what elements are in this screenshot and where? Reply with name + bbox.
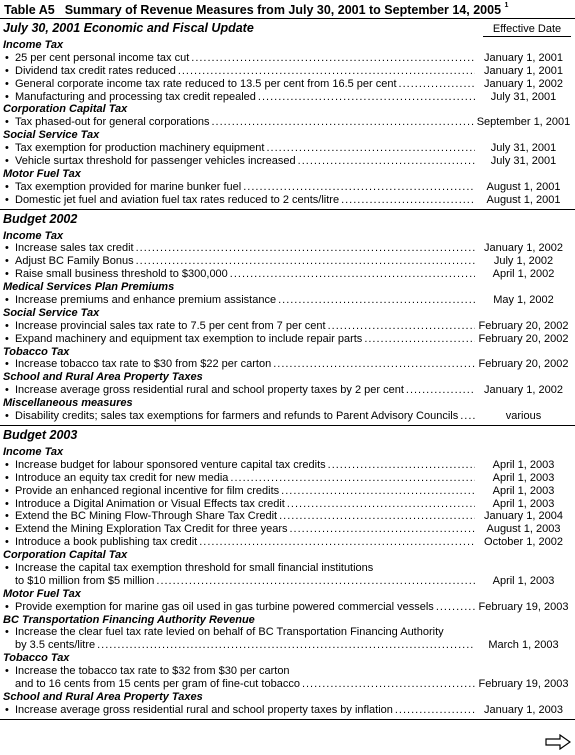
section — [0, 426, 575, 720]
measure-row — [0, 181, 575, 194]
dot-leader — [134, 242, 475, 255]
effective-date: January 1, 2001 — [484, 51, 563, 64]
dot-leader — [154, 575, 475, 588]
measure-row — [0, 410, 575, 423]
effective-date-column-header: Effective Date — [483, 23, 571, 37]
measure-text: Extend the BC Mining Flow-Through Share Tax Credit — [15, 510, 278, 523]
bullet: • — [5, 155, 9, 168]
effective-date: July 1, 2002 — [493, 255, 554, 268]
measure-row — [0, 116, 575, 129]
bullet: • — [5, 703, 9, 716]
measure-row — [0, 510, 575, 523]
effective-date: August 1, 2003 — [486, 523, 561, 536]
effective-date: February 20, 2002 — [478, 319, 569, 332]
effective-date: March 1, 2003 — [488, 639, 559, 652]
bullet: • — [5, 358, 9, 371]
bullet: • — [5, 116, 9, 129]
measure-row — [0, 384, 575, 397]
measure-text: to $10 million from $5 million — [15, 574, 155, 587]
bullet: • — [5, 484, 9, 497]
bullet: • — [5, 180, 9, 193]
dot-leader — [176, 65, 475, 78]
measure-text: Adjust BC Family Bonus — [15, 255, 134, 268]
measure-row — [0, 536, 575, 549]
measure-row — [0, 78, 575, 91]
revenue-measures-table — [0, 19, 575, 720]
section-title: Budget 2003 — [3, 427, 78, 442]
measure-text: by 3.5 cents/litre — [15, 639, 96, 652]
measure-text: Increase sales tax credit — [15, 242, 134, 255]
dot-leader — [397, 78, 475, 91]
bullet: • — [5, 497, 9, 510]
dot-leader — [95, 639, 475, 652]
section-header — [0, 426, 575, 446]
effective-date: January 1, 2002 — [484, 77, 563, 90]
dot-leader — [285, 498, 475, 511]
measure-text: Increase the tobacco tax rate to $32 from $30 per carton — [15, 665, 290, 678]
measure-text: Vehicle surtax threshold for passenger vehicles increased — [15, 155, 296, 168]
bullet: • — [5, 255, 9, 268]
category-heading: Medical Services Plan Premiums — [3, 281, 175, 294]
measure-text: 25 per cent personal income tax cut — [15, 51, 190, 64]
measure-text: Increase average gross residential rural and school property taxes by inflation — [15, 703, 393, 716]
bullet: • — [5, 51, 9, 64]
measure-text: Increase provincial sales tax rate to 7.5 per cent from 7 per cent — [15, 319, 326, 332]
measure-row — [0, 562, 575, 588]
measure-row — [0, 704, 575, 717]
effective-date: February 19, 2003 — [478, 677, 569, 690]
effective-date: May 1, 2002 — [493, 294, 554, 307]
measure-text: Expand machinery and equipment tax exemption to include repair parts — [15, 332, 363, 345]
measure-row — [0, 523, 575, 536]
measure-text: Dividend tax credit rates reduced — [15, 64, 176, 77]
measure-text: Disability credits; sales tax exemptions for farmers and refunds to Parent Advisory Councils — [15, 410, 459, 423]
dot-leader — [277, 510, 475, 523]
effective-date: February 20, 2002 — [478, 332, 569, 345]
measure-text: Introduce a book publishing tax credit — [15, 536, 198, 549]
dot-leader — [458, 410, 475, 423]
dot-leader — [134, 255, 475, 268]
effective-date: July 31, 2001 — [490, 142, 557, 155]
category-heading: Corporation Capital Tax — [3, 103, 128, 116]
bullet: • — [5, 410, 9, 423]
bullet: • — [5, 332, 9, 345]
dot-leader — [339, 194, 475, 207]
measure-text: Tax exemption provided for marine bunker fuel — [15, 180, 242, 193]
bullet: • — [5, 384, 9, 397]
measure-text: Increase average gross residential rural and school property taxes by 2 per cent — [15, 384, 404, 397]
effective-date: September 1, 2001 — [476, 116, 571, 129]
measure-row — [0, 665, 575, 691]
measure-text: and to 16 cents from 15 cents per gram of fine-cut tobacco — [15, 677, 300, 690]
section — [0, 210, 575, 426]
dot-leader — [276, 294, 475, 307]
category-heading: Social Service Tax — [3, 129, 100, 142]
effective-date: January 1, 2004 — [484, 510, 563, 523]
effective-date: various — [505, 410, 542, 423]
section — [0, 19, 575, 210]
dot-leader — [241, 181, 475, 194]
dot-leader — [279, 485, 475, 498]
bullet: • — [5, 242, 9, 255]
effective-date: April 1, 2003 — [492, 471, 555, 484]
measure-text: Increase the capital tax exemption threshold for small financial institutions — [15, 561, 374, 574]
effective-date: February 19, 2003 — [478, 600, 569, 613]
category-heading: Income Tax — [3, 445, 64, 458]
measure-text: Introduce a Digital Animation or Visual Effects tax credit — [15, 497, 285, 510]
dot-leader — [288, 523, 476, 536]
bullet: • — [5, 523, 9, 536]
bullet: • — [5, 294, 9, 307]
effective-date: July 31, 2001 — [490, 90, 557, 103]
category-heading: Social Service Tax — [3, 306, 100, 319]
bullet: • — [5, 471, 9, 484]
measure-text: Tax phased-out for general corporations — [15, 116, 210, 129]
dot-leader — [209, 116, 475, 129]
dot-leader — [228, 472, 475, 485]
effective-date: January 1, 2002 — [484, 384, 563, 397]
measure-row — [0, 155, 575, 168]
measure-text: Increase the clear fuel tax rate levied on behalf of BC Transportation Financing Authority — [15, 626, 444, 639]
category-heading: Motor Fuel Tax — [3, 587, 81, 600]
effective-date: January 1, 2002 — [484, 242, 563, 255]
table-title — [4, 3, 508, 17]
dot-leader — [434, 601, 475, 614]
right-arrow-icon[interactable] — [545, 734, 571, 750]
measure-row — [0, 333, 575, 346]
effective-date: April 1, 2002 — [492, 268, 555, 281]
category-heading: Tobacco Tax — [3, 345, 70, 358]
section-header — [0, 19, 575, 39]
measure-row — [0, 91, 575, 104]
measure-text: Introduce an equity tax credit for new media — [15, 471, 229, 484]
measure-row — [0, 601, 575, 614]
measure-text: Raise small business threshold to $300,000 — [15, 268, 228, 281]
measure-row — [0, 52, 575, 65]
effective-date: August 1, 2001 — [486, 193, 561, 206]
measure-row — [0, 320, 575, 333]
table-title-text: Summary of Revenue Measures from July 30, 2001 to September 14, 2005 — [64, 3, 502, 17]
bullet: • — [5, 193, 9, 206]
dot-leader — [393, 704, 475, 717]
effective-date: January 1, 2001 — [484, 64, 563, 77]
measure-row — [0, 65, 575, 78]
dot-leader — [404, 384, 475, 397]
effective-date: October 1, 2002 — [484, 536, 563, 549]
bullet: • — [5, 600, 9, 613]
measure-text: Tax exemption for production machinery equipment — [15, 142, 265, 155]
dot-leader — [256, 91, 475, 104]
measure-text: Increase tobacco tax rate to $30 from $22 per carton — [15, 358, 272, 371]
effective-date: August 1, 2001 — [486, 180, 561, 193]
dot-leader — [326, 459, 475, 472]
bullet: • — [5, 142, 9, 155]
bullet: • — [5, 536, 9, 549]
category-heading: Motor Fuel Tax — [3, 167, 81, 180]
section-header — [0, 210, 575, 230]
measure-row — [0, 358, 575, 371]
category-heading: Income Tax — [3, 39, 64, 51]
measure-text: Manufacturing and processing tax credit repealed — [15, 90, 256, 103]
dot-leader — [326, 320, 475, 333]
table-number: Table A5 — [4, 3, 55, 17]
bullet: • — [5, 77, 9, 90]
measure-row — [0, 255, 575, 268]
measure-row — [0, 294, 575, 307]
effective-date: April 1, 2003 — [492, 497, 555, 510]
effective-date: July 31, 2001 — [490, 155, 557, 168]
effective-date: January 1, 2003 — [484, 703, 563, 716]
category-heading: Income Tax — [3, 229, 64, 242]
effective-date: April 1, 2003 — [492, 574, 555, 587]
category-heading: BC Transportation Financing Authority Revenue — [3, 613, 255, 626]
dot-leader — [296, 155, 475, 168]
category-heading: School and Rural Area Property Taxes — [3, 690, 203, 703]
bullet: • — [5, 626, 9, 639]
effective-date: February 20, 2002 — [478, 358, 569, 371]
measure-text: Increase budget for labour sponsored venture capital tax credits — [15, 458, 326, 471]
measure-text: Domestic jet fuel and aviation fuel tax rates reduced to 2 cents/litre — [15, 193, 340, 206]
bullet: • — [5, 64, 9, 77]
dot-leader — [271, 358, 475, 371]
footnote-marker: 1 — [504, 2, 509, 9]
measure-text: Provide exemption for marine gas oil used in gas turbine powered commercial vessels — [15, 600, 434, 613]
measure-row — [0, 626, 575, 652]
measure-row — [0, 242, 575, 255]
measure-row — [0, 268, 575, 281]
bullet: • — [5, 510, 9, 523]
dot-leader — [264, 142, 475, 155]
dot-leader — [197, 536, 475, 549]
effective-date: April 1, 2003 — [492, 484, 555, 497]
dot-leader — [362, 333, 475, 346]
bullet: • — [5, 268, 9, 281]
bullet: • — [5, 90, 9, 103]
bullet: • — [5, 665, 9, 678]
dot-leader — [189, 52, 475, 65]
category-heading: School and Rural Area Property Taxes — [3, 371, 203, 384]
measure-text: General corporate income tax rate reduced to 13.5 per cent from 16.5 per cent — [15, 77, 397, 90]
section-title: Budget 2002 — [3, 211, 78, 226]
bullet: • — [5, 458, 9, 471]
bullet: • — [5, 319, 9, 332]
measure-row — [0, 194, 575, 207]
section-title: July 30, 2001 Economic and Fiscal Update — [3, 21, 254, 35]
category-heading: Corporation Capital Tax — [3, 549, 128, 562]
category-heading: Tobacco Tax — [3, 652, 70, 665]
bullet: • — [5, 561, 9, 574]
measure-row — [0, 459, 575, 472]
measure-row — [0, 485, 575, 498]
measure-text: Provide an enhanced regional incentive for film credits — [15, 484, 280, 497]
measure-text: Extend the Mining Exploration Tax Credit for three years — [15, 523, 288, 536]
measure-row — [0, 472, 575, 485]
category-heading: Miscellaneous measures — [3, 397, 133, 410]
measure-text: Increase premiums and enhance premium assistance — [15, 294, 277, 307]
effective-date: April 1, 2003 — [492, 458, 555, 471]
measure-row — [0, 498, 575, 511]
dot-leader — [228, 268, 475, 281]
dot-leader — [300, 678, 475, 691]
measure-row — [0, 142, 575, 155]
